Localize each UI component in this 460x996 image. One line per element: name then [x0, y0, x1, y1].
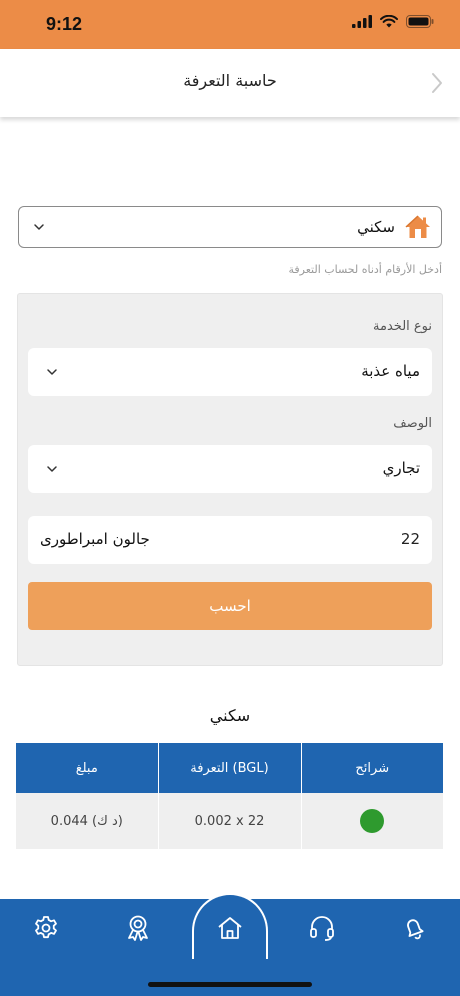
customer-type-value: سكني — [357, 218, 395, 236]
description-select[interactable] — [28, 445, 432, 493]
award-icon[interactable] — [123, 913, 153, 943]
chevron-down-icon — [46, 366, 58, 378]
service-type-label: نوع الخدمة — [373, 319, 432, 334]
column-header-amount: مبلغ — [16, 743, 158, 793]
quantity-unit: جالون امبراطورى — [40, 530, 150, 548]
signal-icon — [352, 15, 372, 28]
quantity-input[interactable] — [28, 516, 432, 564]
amount-cell: 0.044 (د ك) — [16, 793, 158, 849]
description-label: الوصف — [393, 416, 432, 431]
column-header-slabs: شرائح — [301, 743, 443, 793]
notifications-icon[interactable] — [399, 913, 429, 943]
battery-icon — [406, 15, 434, 28]
status-icons — [352, 15, 434, 28]
home-indicator — [148, 982, 312, 987]
back-chevron-icon[interactable] — [428, 71, 446, 95]
slab-cell — [301, 793, 443, 849]
tariff-cell: 0.002 x 22 — [158, 793, 301, 849]
chevron-down-icon — [46, 463, 58, 475]
table-row — [16, 793, 443, 849]
result-title: سكني — [209, 706, 251, 725]
home-icon[interactable] — [215, 913, 245, 943]
status-time: 9:12 — [46, 14, 83, 34]
house-icon — [404, 214, 432, 240]
result-table — [16, 743, 443, 849]
tariff-form-panel — [17, 293, 443, 666]
page-title: حاسبة التعرفة — [183, 71, 277, 90]
support-headset-icon[interactable] — [307, 913, 337, 943]
description-value: تجاري — [382, 459, 420, 477]
app-header — [0, 49, 460, 117]
column-header-tariff: التعرفة (BGL) — [158, 743, 301, 793]
wifi-icon — [380, 15, 398, 28]
result-table-header-row — [16, 743, 443, 793]
instruction-hint: أدخل الأرقام أدناه لحساب التعرفة — [288, 263, 442, 276]
status-bar — [0, 0, 460, 49]
quantity-value: 22 — [400, 530, 420, 548]
calculate-button[interactable]: احسب — [28, 582, 432, 630]
slab-indicator-dot — [360, 809, 384, 833]
customer-type-select[interactable] — [18, 206, 442, 248]
service-type-value: مياه عذبة — [361, 362, 420, 380]
chevron-down-icon — [33, 221, 45, 233]
settings-gear-icon[interactable] — [31, 913, 61, 943]
service-type-select[interactable] — [28, 348, 432, 396]
